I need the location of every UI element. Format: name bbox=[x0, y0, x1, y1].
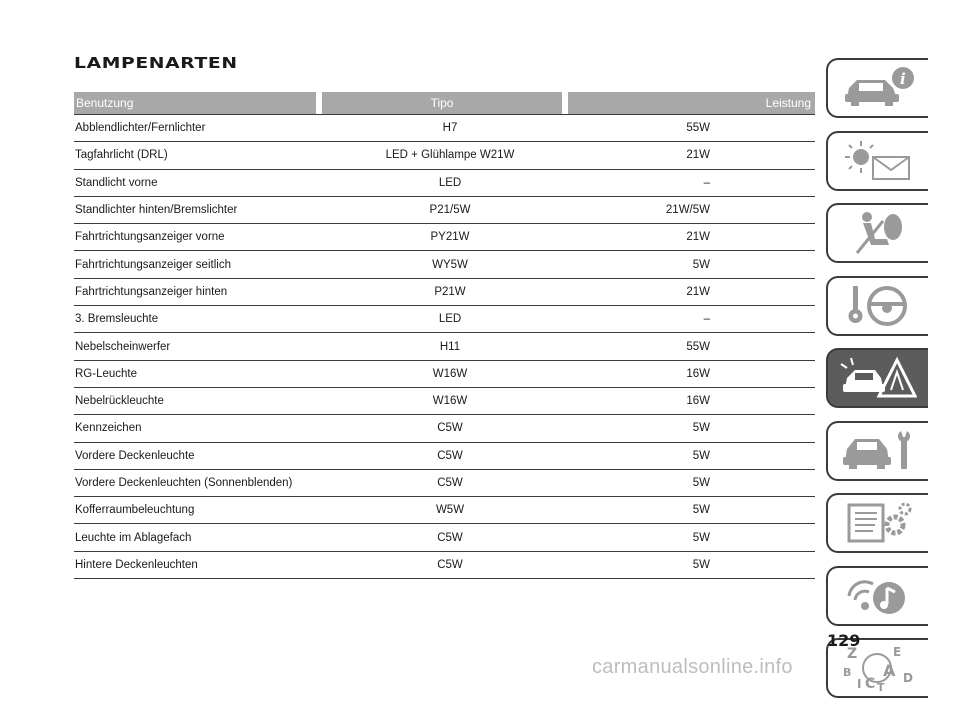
cell-type: P21W bbox=[434, 285, 466, 298]
cell-type: W16W bbox=[432, 367, 468, 380]
cell-usage: Hintere Deckenleuchten bbox=[75, 558, 198, 571]
cell-type: P21/5W bbox=[429, 204, 471, 217]
index-letter: B bbox=[843, 666, 852, 679]
cell-power: 16W bbox=[686, 395, 710, 408]
header-usage: Benutzung bbox=[74, 92, 316, 114]
cell-power: 5W bbox=[692, 422, 710, 435]
table-row bbox=[74, 224, 815, 251]
cell-usage: Tagfahrlicht (DRL) bbox=[75, 149, 168, 162]
table-row bbox=[74, 361, 815, 388]
cell-type: LED bbox=[438, 176, 462, 189]
table-row bbox=[74, 388, 815, 415]
tab-multimedia[interactable] bbox=[826, 566, 928, 626]
index-letter: A bbox=[883, 661, 896, 680]
cell-type: W16W bbox=[432, 395, 468, 408]
tab-emergency[interactable] bbox=[826, 348, 928, 408]
table-row bbox=[74, 333, 815, 360]
cell-usage: Vordere Deckenleuchte bbox=[75, 449, 195, 462]
header-type: Tipo bbox=[322, 92, 562, 114]
page-title: LAMPENARTEN bbox=[74, 54, 238, 72]
tab-warning-lights[interactable] bbox=[826, 131, 928, 191]
car-info-icon bbox=[839, 64, 917, 112]
table-row bbox=[74, 443, 815, 470]
index-icon bbox=[839, 644, 917, 692]
table-row bbox=[74, 552, 815, 579]
cell-usage: RG-Leuchte bbox=[75, 367, 138, 380]
cell-usage: Fahrtrichtungsanzeiger vorne bbox=[75, 231, 225, 244]
table-row bbox=[74, 251, 815, 278]
index-letter: D bbox=[903, 671, 913, 685]
tab-safety[interactable] bbox=[826, 203, 928, 263]
cell-power: 21W bbox=[686, 231, 710, 244]
tab-maintenance[interactable] bbox=[826, 421, 928, 481]
cell-usage: 3. Bremsleuchte bbox=[75, 313, 159, 326]
cell-power: 5W bbox=[692, 531, 710, 544]
cell-usage: Nebelrückleuchte bbox=[75, 395, 164, 408]
lamp-table bbox=[74, 92, 815, 579]
cell-type: WY5W bbox=[432, 258, 468, 271]
table-row bbox=[74, 415, 815, 442]
cell-power: 5W bbox=[692, 258, 710, 271]
table-row bbox=[74, 470, 815, 497]
cell-type: H7 bbox=[442, 122, 458, 135]
table-row bbox=[74, 524, 815, 551]
key-steering-wheel-icon bbox=[839, 282, 917, 330]
cell-power: – bbox=[703, 313, 710, 326]
cell-power: 21W bbox=[686, 149, 710, 162]
cell-type: C5W bbox=[437, 422, 463, 435]
technical-data-icon bbox=[839, 499, 917, 547]
index-letter: I bbox=[857, 677, 862, 691]
seat-airbag-icon bbox=[839, 209, 917, 257]
cell-type: W5W bbox=[435, 504, 465, 517]
cell-usage: Kofferraumbeleuchtung bbox=[75, 504, 195, 517]
index-letter: C bbox=[865, 676, 876, 692]
cell-power: 5W bbox=[692, 449, 710, 462]
cell-usage: Fahrtrichtungsanzeiger hinten bbox=[75, 285, 228, 298]
cell-usage: Abblendlichter/Fernlichter bbox=[75, 122, 206, 135]
index-letter: E bbox=[893, 645, 902, 659]
cell-power: 55W bbox=[686, 122, 710, 135]
cell-power: 21W bbox=[686, 285, 710, 298]
cell-usage: Vordere Deckenleuchten (Sonnenblenden) bbox=[75, 477, 293, 489]
header-power: Leistung bbox=[568, 92, 815, 114]
cell-usage: Standlichter hinten/Bremslichter bbox=[75, 204, 238, 217]
table-row bbox=[74, 170, 815, 197]
cell-type: LED + Glühlampe W21W bbox=[385, 149, 515, 162]
table-row bbox=[74, 306, 815, 333]
cell-power: 5W bbox=[692, 558, 710, 571]
cell-type: C5W bbox=[437, 558, 463, 571]
cell-power: 5W bbox=[692, 477, 710, 489]
cell-power: 5W bbox=[692, 504, 710, 517]
cell-power: – bbox=[703, 176, 710, 189]
warning-lights-icon bbox=[839, 137, 917, 185]
cell-power: 21W/5W bbox=[665, 204, 710, 217]
table-row bbox=[74, 197, 815, 224]
cell-type: C5W bbox=[437, 449, 463, 462]
cell-usage: Kennzeichen bbox=[75, 422, 142, 435]
table-body bbox=[74, 114, 815, 579]
page-number: 129 bbox=[827, 631, 861, 650]
cell-usage: Standlicht vorne bbox=[75, 176, 158, 189]
cell-usage: Leuchte im Ablagefach bbox=[75, 531, 192, 544]
cell-type: PY21W bbox=[430, 231, 470, 244]
index-letter: T bbox=[877, 681, 885, 692]
table-row bbox=[74, 142, 815, 169]
cell-usage: Nebelscheinwerfer bbox=[75, 340, 171, 353]
cell-usage: Fahrtrichtungsanzeiger seitlich bbox=[75, 258, 231, 271]
watermark: carmanualsonline.info bbox=[592, 656, 793, 678]
car-maintenance-icon bbox=[839, 427, 917, 475]
tab-car-info[interactable] bbox=[826, 58, 928, 118]
index-letter: Z bbox=[847, 646, 858, 662]
car-emergency-icon bbox=[839, 354, 917, 402]
tab-technical-data[interactable] bbox=[826, 493, 928, 553]
table-header bbox=[74, 92, 815, 114]
cell-power: 55W bbox=[686, 340, 710, 353]
cell-power: 16W bbox=[686, 367, 710, 380]
chapter-tabs bbox=[826, 58, 930, 711]
cell-type: C5W bbox=[437, 531, 463, 544]
cell-type: H11 bbox=[439, 340, 461, 353]
svg-text:i: i bbox=[900, 70, 906, 88]
table-row bbox=[74, 497, 815, 524]
table-row bbox=[74, 279, 815, 306]
tab-starting[interactable] bbox=[826, 276, 928, 336]
cell-type: LED bbox=[438, 313, 462, 326]
multimedia-icon bbox=[839, 572, 917, 620]
cell-type: C5W bbox=[437, 477, 463, 489]
table-row bbox=[74, 114, 815, 142]
